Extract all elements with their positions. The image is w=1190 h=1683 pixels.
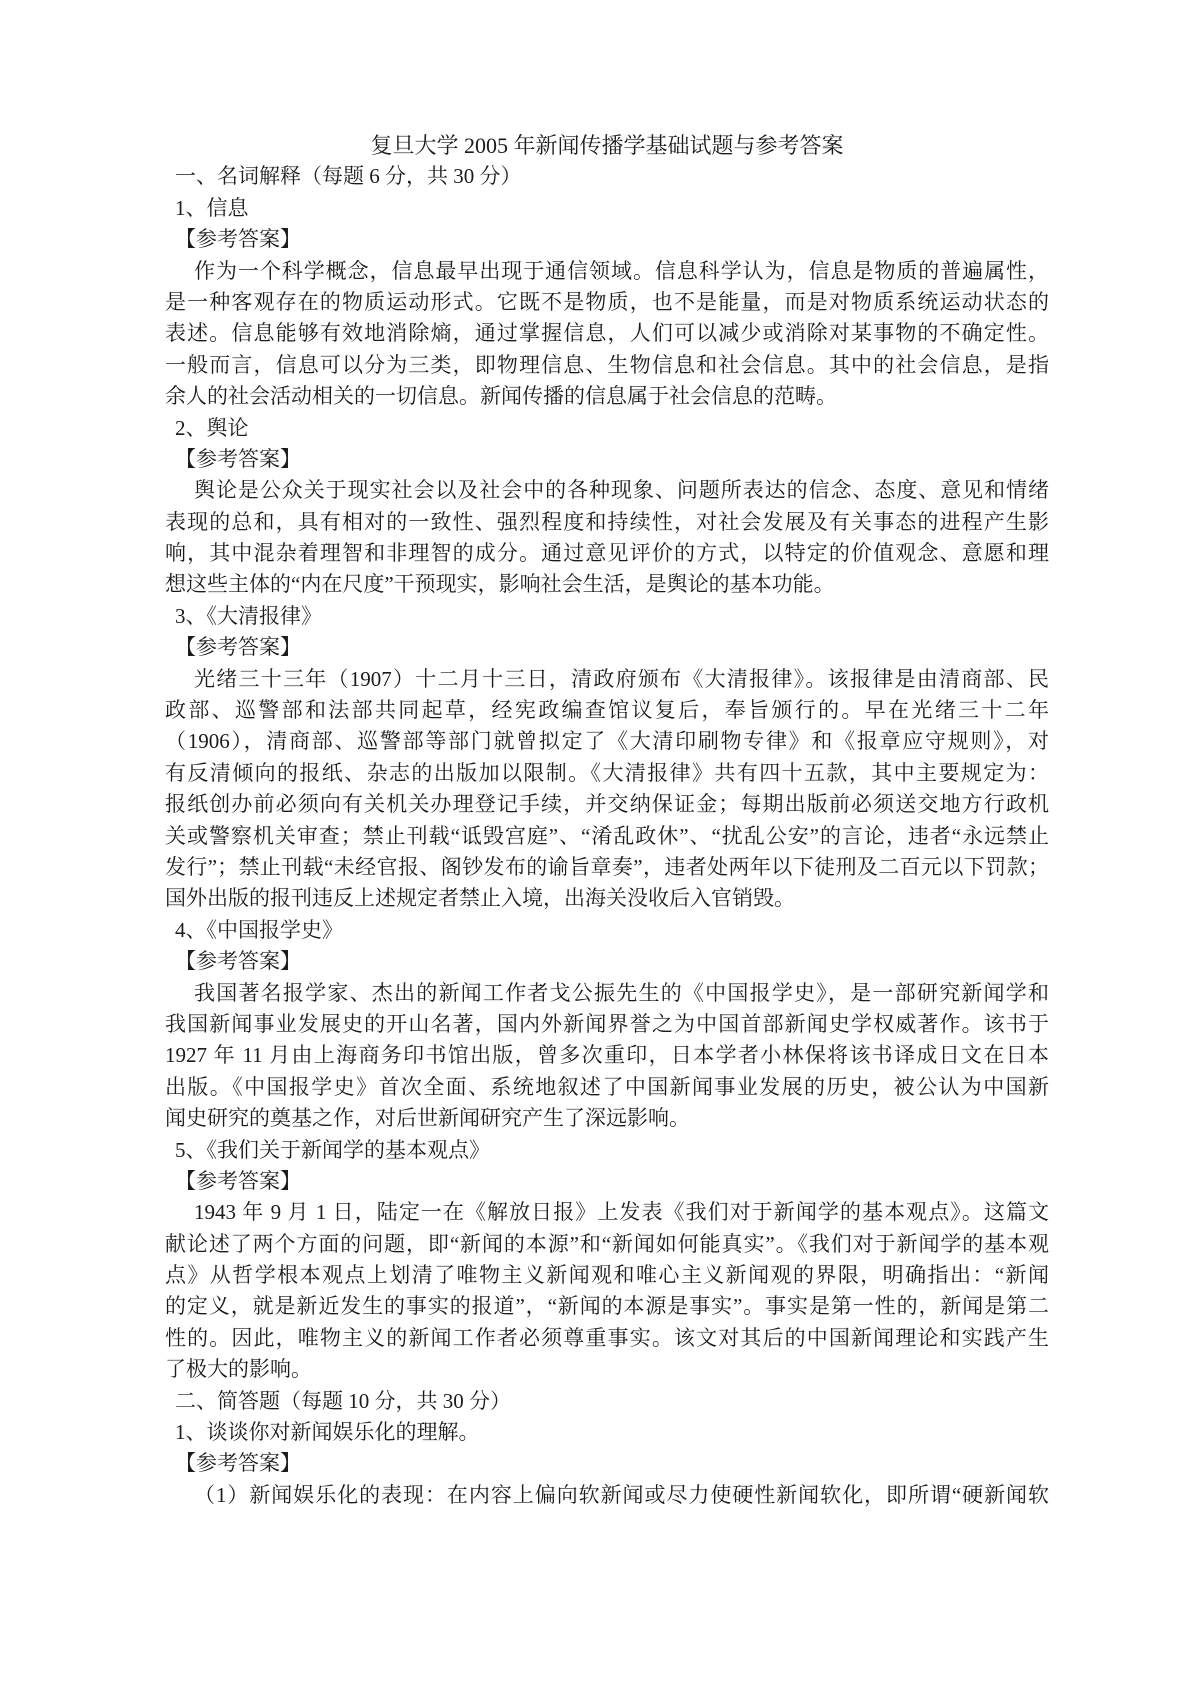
paragraph-line: 想这些主体的“内在尺度”干预现实，影响社会生活，是舆论的基本功能。 [165,572,835,597]
paragraph-line: （1）新闻娱乐化的表现：在内容上偏向软新闻或尽力使硬性新闻软化，即所谓“硬新闻软 [194,1482,1049,1507]
answer-label: 【参考答案】 [175,227,301,252]
paragraph-line: 献论述了两个方面的问题，即“新闻的本源”和“新闻如何能真实”。《我们对于新闻学的基本观 [165,1231,1049,1256]
paragraph-line: 余人的社会活动相关的一切信息。新闻传播的信息属于社会信息的范畴。 [165,384,837,409]
answer-label: 【参考答案】 [175,949,301,974]
answer-label: 【参考答案】 [175,1451,301,1476]
paragraph-line: 表现的总和，具有相对的一致性、强烈程度和持续性，对社会发展及有关事态的进程产生影 [165,509,1049,534]
paragraph-line: 点》从哲学根本观点上划清了唯物主义新闻观和唯心主义新闻观的界限，明确指出：“新闻 [165,1263,1049,1288]
paragraph-line: 1943 年 9 月 1 日，陆定一在《解放日报》上发表《我们对于新闻学的基本观点》。这篇文 [194,1200,1049,1225]
answer-label: 【参考答案】 [175,446,301,471]
paragraph-line: 了极大的影响。 [165,1357,312,1382]
paragraph-line: 国外出版的报刊违反上述规定者禁止入境，出海关没收后入官销毁。 [165,886,795,911]
section-heading: 一、名词解释（每题 6 分，共 30 分） [175,164,522,189]
paragraph-line: 出版。《中国报学史》首次全面、系统地叙述了中国新闻事业发展的历史，被公认为中国新 [165,1074,1049,1099]
paragraph-line: 关或警察机关审查；禁止刊载“诋毁宫庭”、“淆乱政休”、“扰乱公安”的言论，违者“永远禁止 [165,823,1049,848]
question-item: 5、《我们关于新闻学的基本观点》 [175,1137,490,1162]
paragraph-line: 政部、巡警部和法部共同起草，经宪政编查馆议复后，奉旨颁行的。早在光绪三十二年 [165,698,1049,723]
paragraph-line: 我国新闻事业发展史的开山名著，国内外新闻界誉之为中国首部新闻史学权威著作。该书于 [165,1011,1049,1036]
document-body [165,130,1049,1511]
paragraph-line: 发行”；禁止刊载“未经官报、阁钞发布的谕旨章奏”，违者处两年以下徒刑及二百元以下罚款； [165,854,1049,879]
paragraph-line: 作为一个科学概念，信息最早出现于通信领域。信息科学认为，信息是物质的普遍属性， [194,258,1049,283]
question-item: 1、谈谈你对新闻娱乐化的理解。 [175,1420,480,1445]
paragraph-line: （1906），清商部、巡警部等部门就曾拟定了《大清印刷物专律》和《报章应守规则》，对 [165,729,1049,754]
paragraph-line: 我国著名报学家、杰出的新闻工作者戈公振先生的《中国报学史》，是一部研究新闻学和 [194,980,1049,1005]
answer-label: 【参考答案】 [175,635,301,660]
question-item: 4、《中国报学史》 [175,917,343,942]
paragraph-line: 表述。信息能够有效地消除熵，通过掌握信息，人们可以减少或消除对某事物的不确定性。 [165,321,1049,346]
paragraph-line: 是一种客观存在的物质运动形式。它既不是物质，也不是能量，而是对物质系统运动状态的 [165,289,1049,314]
paragraph-line: 有反清倾向的报纸、杂志的出版加以限制。《大清报律》共有四十五款，其中主要规定为： [165,760,1049,785]
paragraph-line: 响，其中混杂着理智和非理智的成分。通过意见评价的方式，以特定的价值观念、意愿和理 [165,541,1049,566]
answer-label: 【参考答案】 [175,1168,301,1193]
section-heading: 二、简答题（每题 10 分，共 30 分） [175,1388,511,1413]
paragraph-line: 性的。因此，唯物主义的新闻工作者必须尊重事实。该文对其后的中国新闻理论和实践产生 [165,1325,1049,1350]
paragraph-line: 光绪三十三年（1907）十二月十三日，清政府颁布《大清报律》。该报律是由清商部、民 [194,666,1049,691]
paragraph-line: 一般而言，信息可以分为三类，即物理信息、生物信息和社会信息。其中的社会信息，是指 [165,352,1049,377]
paragraph-line: 报纸创办前必须向有关机关办理登记手续，并交纳保证金；每期出版前必须送交地方行政机 [165,792,1049,817]
document-title: 复旦大学 2005 年新闻传播学基础试题与参考答案 [370,133,844,158]
paragraph-line: 舆论是公众关于现实社会以及社会中的各种现象、问题所表达的信念、态度、意见和情绪 [194,478,1049,503]
paragraph-line: 的定义，就是新近发生的事实的报道”，“新闻的本源是事实”。事实是第一性的，新闻是第二 [165,1294,1049,1319]
paragraph-line: 1927 年 11 月由上海商务印书馆出版，曾多次重印，日本学者小林保将该书译成日文在日本 [165,1043,1049,1068]
question-item: 3、《大清报律》 [175,603,322,628]
question-item: 2、舆论 [175,415,249,440]
question-item: 1、信息 [175,195,249,220]
paragraph-line: 闻史研究的奠基之作，对后世新闻研究产生了深远影响。 [165,1106,690,1131]
